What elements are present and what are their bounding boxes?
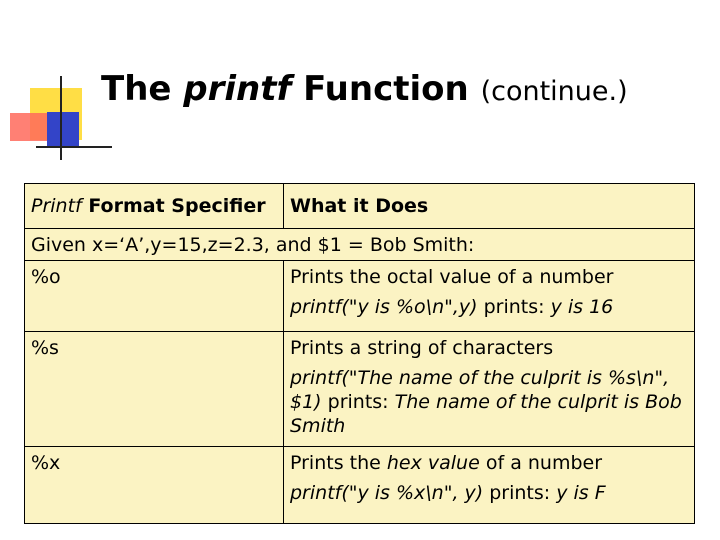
table-row [25, 447, 695, 524]
header-printf-word: Printf [31, 195, 82, 217]
given-line: Given x=‘A’,y=15,z=2.3, and $1 = Bob Smith: [25, 229, 695, 261]
example-code: printf("y is %o\n",y) [290, 296, 478, 318]
specifier-cell: %x [25, 447, 284, 524]
slide-title [101, 68, 628, 113]
description-cell [284, 261, 695, 332]
specifier-cell: %o [25, 261, 284, 332]
header-format-specifier: Format Specifier [81, 195, 266, 217]
decorative-red-square [10, 113, 52, 141]
example-prints: prints: [483, 482, 557, 504]
title-part-continue: (continue.) [480, 76, 628, 107]
decorative-horizontal-line [36, 146, 112, 148]
example-output: y is F [556, 482, 606, 504]
table-header-row [25, 184, 695, 229]
table-row [25, 261, 695, 332]
table-row [25, 332, 695, 447]
decorative-blue-square [47, 112, 79, 148]
title-part-the: The [101, 69, 184, 109]
example-output: The name of the culprit is Bob Smith [290, 391, 682, 437]
example-code: printf("The name of the culprit is %s\n", $1) [290, 367, 670, 413]
description-post: of a number [479, 452, 603, 474]
given-row [25, 229, 695, 261]
description-text [290, 452, 602, 474]
example-prints: prints: [321, 391, 395, 413]
example-prints: prints: [477, 296, 551, 318]
format-specifier-table [24, 183, 695, 524]
example-output: y is 16 [550, 296, 614, 318]
specifier-cell: %s [25, 332, 284, 447]
example-code: printf("y is %x\n", y) [290, 482, 484, 504]
title-part-printf: printf [183, 69, 292, 109]
description-hex-value: hex value [386, 452, 480, 474]
description-cell [284, 447, 695, 524]
description-text: Prints a string of characters [290, 337, 554, 359]
title-part-function: Function [291, 69, 481, 109]
example-line [290, 481, 688, 505]
header-cell-specifier [25, 184, 284, 229]
description-text: Prints the octal value of a number [290, 266, 614, 288]
example-line [290, 295, 688, 319]
description-pre: Prints the [290, 452, 387, 474]
description-cell [284, 332, 695, 447]
example-line [290, 366, 688, 438]
header-cell-description: What it Does [284, 184, 695, 229]
